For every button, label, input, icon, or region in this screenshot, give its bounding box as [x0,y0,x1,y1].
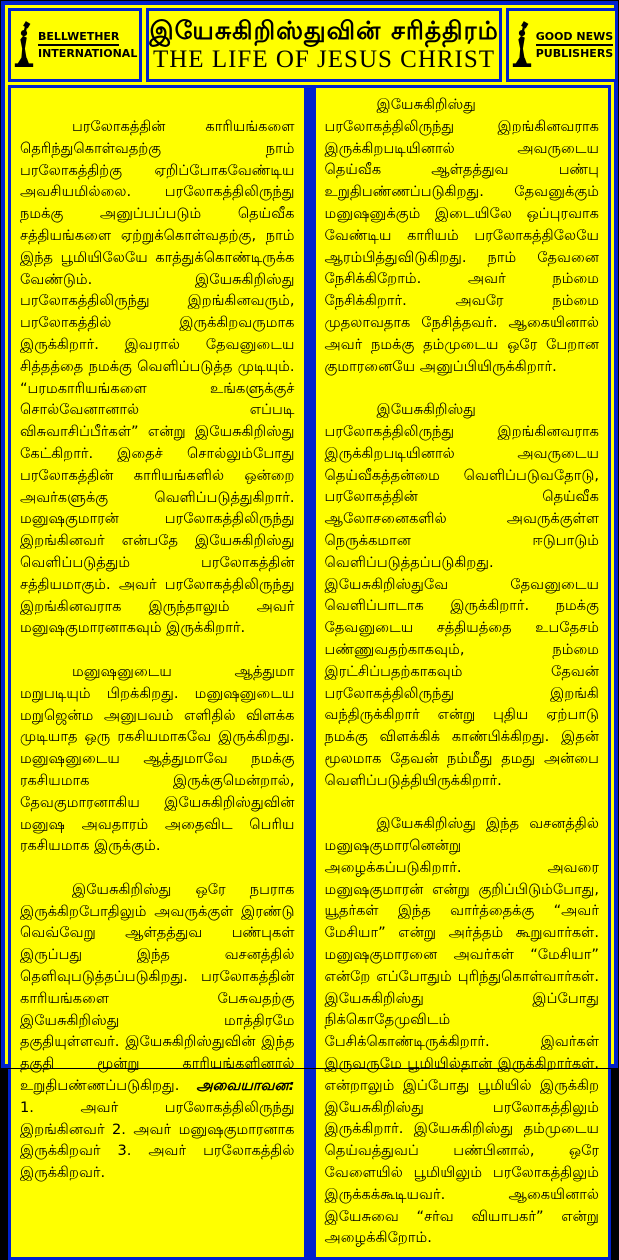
left-paragraph-3 [20,879,295,1184]
left-paragraph-2: மனுஷனுடைய ஆத்துமா மறுபடியும் பிறக்கிறது. மனுஷனுடைய மறுஜென்ம அனுபவம் எளிதில் விளக்க முடியாத ஒரு ரகசியமாகவே இருக்கிறது. மனுஷனுடைய ஆத்துமாவே நமக்கு ரகசியமாக இருக்குமென்றால், தேவகுமாரனாகிய இயேசுகிறிஸ்துவின் மனுஷ அவதாரம் அதைவிட பெரிய ரகசியமாக இருக்கும். [20,662,295,855]
goodnews-logo-text [536,30,614,60]
bellwether-logo-line2: INTERNATIONAL [38,47,138,60]
goodnews-logo-line2: PUBLISHERS [535,47,614,60]
left-paragraph-1: பரலோகத்தின் காரியங்களை தெரிந்துகொள்வதற்கு நாம் பரலோகத்திற்கு ஏறிப்போகவேண்டிய அவசியமில்லை. பரலோகத்திலிருந்து நமக்கு அனுப்பப்படும் தெய்வீக சத்தியங்களை ஏற்றுக்கொள்வதற்கு, நாம் இந்த பூமியிலேயே காத்துக்கொண்டிருக்க வேண்டும். இயேசுகிறிஸ்து பரலோகத்திலிருந்து இறங்கினவரும், பரலோகத்தில் இருக்கிறவருமாக இருக்கிறார். இவரால் தேவனுடைய சித்தத்தை நமக்கு வெளிப்படுத்த முடியும். “பரமகாரியங்களை உங்களுக்குச் சொல்வேனானால் எப்படி விசுவாசிப்பீர்கள்” என்று இயேசுகிறிஸ்து கேட்கிறார். இதைச் சொல்லும்போது பரலோகத்தின் காரியங்களில் ஒன்றை அவர்களுக்கு வெளிப்படுத்துகிறார். மனுஷகுமாரன் பரலோகத்திலிருந்து இறங்கினவர் என்பதே இயேசுகிறிஸ்து வெளிப்படுத்தும் பரலோகத்தின் சத்தியமாகும். அவர் பரலோகத்திலிருந்து இறங்கினவராக இருந்தாலும் அவர் மனுஷகுமாரனாகவும் இருக்கிறார். [20,118,295,637]
bellwether-logo-text [38,30,137,60]
right-paragraph-3: இயேசுகிறிஸ்து இந்த வசனத்தில் மனுஷகுமாரனென்று அழைக்கப்படுகிறார். அவரை மனுஷகுமாரன் என்று குறிப்பிடும்போது, யூதர்கள் இந்த வார்த்தைக்கு “அவர் மேசியா” என்று அர்த்தம் கூறுவார்கள். மனுஷகுமாரனை அவர்கள் “மேசியா” என்றே எப்போதும் புரிந்துகொள்வார்கள். இயேசுகிறிஸ்து இப்போது நிக்கொதேமுவிடம் பேசிக்கொண்டிருக்கிறார். இவர்கள் இருவருமே பூமியில்தான் இருக்கிறார்கள். என்றாலும் இப்போது பூமியில் இருக்கிற இயேசுகிறிஸ்து பரலோகத்திலும் இருக்கிறார். இயேசுகிறிஸ்து தம்முடைய தெய்வத்துவப் பண்பினால், ஒரே வேளையில் பூமியிலும் பரலோகத்திலும் இருக்கக்கூடியவர். ஆகையினால் இயேசுவை “சர்வ வியாபகர்” என்று அழைக்கிறோம். [324,815,599,1247]
page-title-english: THE LIFE OF JESUS CHRIST [152,45,496,73]
right-column [313,85,612,1260]
right-paragraph-2: இயேசுகிறிஸ்து பரலோகத்திலிருந்து இறங்கினவராக இருக்கிறபடியினால் அவருடைய தெய்வீகத்தன்மை வெளிப்படுவதோடு, பரலோகத்தின் தெய்வீக ஆலோசனைகளில் அவருக்குள்ள நெருக்கமான ஈடுபாடும் வெளிப்படுத்தப்படுகிறது. இயேசுகிறிஸ்துவே தேவனுடைய வெளிப்பாடாக இருக்கிறார். நமக்கு தேவனுடைய சத்தியத்தை உபதேசம் பண்ணுவதற்காகவும், நம்மை இரட்சிப்பதற்காகவும் தேவன் பரலோகத்திலிருந்து இறங்கி வந்திருக்கிறார் என்று புதிய ஏற்பாடு நமக்கு விளக்கிக் காண்பிக்கிறது. இதன் மூலமாக தேவன் நம்மீது தமது அன்பை வெளிப்படுத்தியிருக்கிறார். [324,401,599,789]
goodnews-logo-line1: GOOD NEWS [536,30,613,46]
left-paragraph-3-segment-1: இயேசுகிறிஸ்து ஒரே நபராக இருக்கிறபோதிலும் அவருக்குள் இரண்டு வெவ்வேறு ஆள்தத்துவ பண்புகள் இருப்பது இந்த வசனத்தில் தெளிவுபடுத்தப்படுகிறது. பரலோகத்தின் காரியங்களை பேசுவதற்கு இயேசுகிறிஸ்து மாத்திரமே தகுதியுள்ளவர். இயேசுகிறிஸ்துவின் இந்த தகுதி மூன்று காரியங்களினால் உறுதிபண்ணப்படுகிறது. [20,880,295,1095]
title-box [146,8,501,82]
left-column [8,85,307,1260]
right-paragraph-1: இயேசுகிறிஸ்து பரலோகத்திலிருந்து இறங்கினவராக இருக்கிறபடியினால் அவருடைய தெய்வீக ஆள்தத்துவ பண்பு உறுதிபண்ணப்படுகிறது. தேவனுக்கும் மனுஷனுக்கும் இடையிலே ஒப்புரவாக வேண்டிய காரியம் பரலோகத்திலேயே ஆரம்பித்துவிடுகிறது. நாம் தேவனை நேசிக்கிறோம். அவர் நம்மை நேசிக்கிறார். அவரே நம்மை முதலாவதாக நேசித்தவர். ஆகையினால் அவர் நமக்கு தம்முடைய ஒரே பேறான குமாரனையே அனுப்பியிருக்கிறார். [324,96,599,375]
header [8,8,614,82]
bellwether-logo [8,8,142,82]
bellwether-logo-line1: BELLWETHER [38,30,119,46]
goodnews-logo [506,8,619,82]
content-columns [8,85,611,1260]
left-paragraph-3-italic-segment: அவையாவன: [196,1077,295,1095]
goodnews-figure-icon [511,21,533,69]
bellwether-figure-icon [13,21,35,69]
left-paragraph-3-segment-3: 1. அவர் பரலோகத்திலிருந்து இறங்கினவர் 2. அவர் மனுஷகுமாரனாக இருக்கிறவர் 3. அவர் பரலோகத்தில் இருக்கிறவர். [20,1098,295,1182]
page-title-tamil: இயேசுகிறிஸ்துவின் சரித்திரம் [149,15,499,45]
